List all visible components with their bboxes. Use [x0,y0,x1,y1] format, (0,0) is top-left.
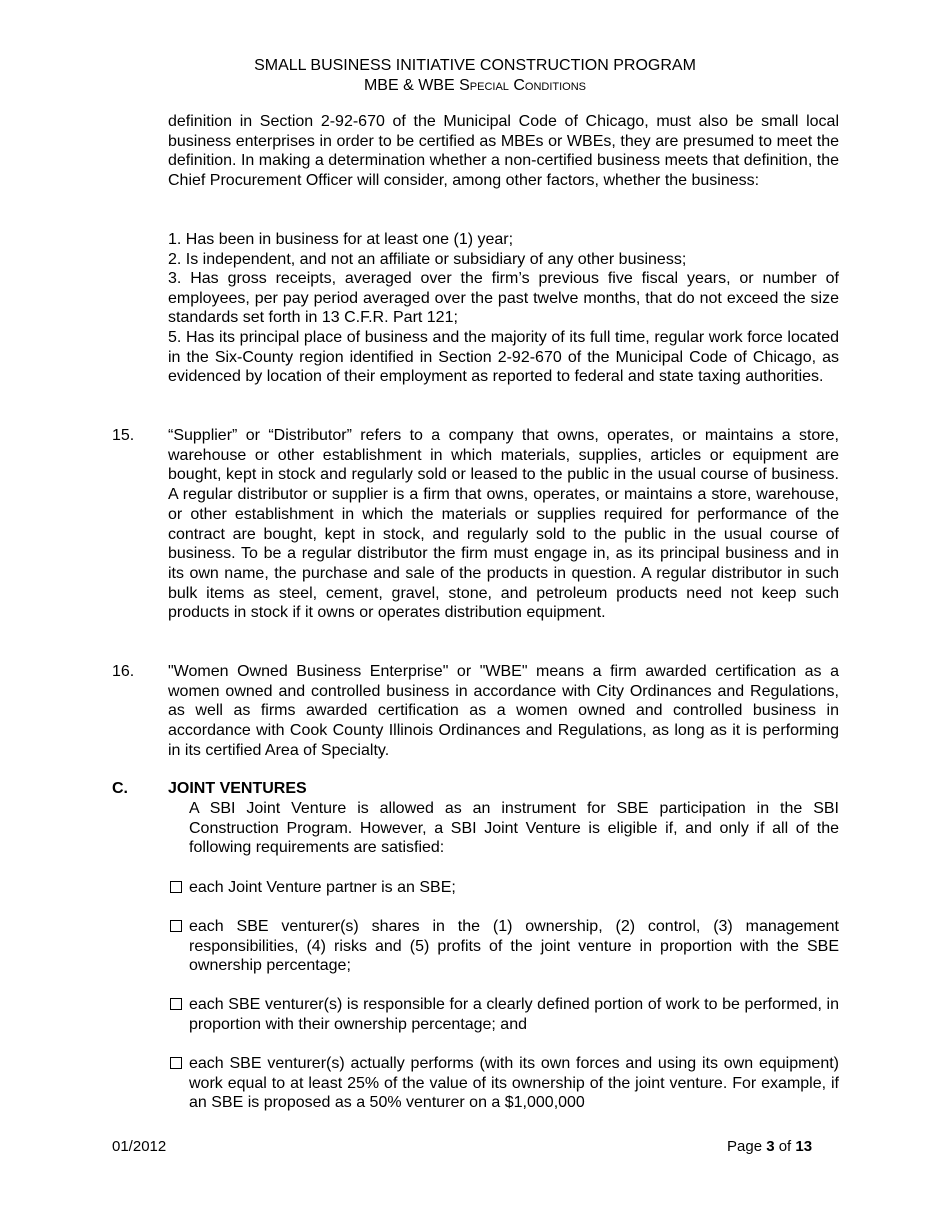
definition-text: “Supplier” or “Distributor” refers to a company that owns, operates, or maintains a store, warehouse or other establishment in which materials, supplies, articles or equipment are bought, kept in stock and regularly sold or leased to the public in the usual course of business. A regular distributor or supplier is a firm that owns, operates, or maintains a store, warehouse, or other establishment in which the materials or supplies required for performance of the contract are bought, kept in stock, and regularly sold to the public in the usual course of business. To be a regular distributor the firm must engage in, as its principal business and in its own name, the purchase and sale of the products in question. A regular distributor in such bulk items as steel, cement, gravel, stone, and petroleum products need not keep such products in stock if it owns or operates distribution equipment. [168,427,839,622]
checkbox[interactable] [170,1057,182,1069]
criteria-item: 2. Is independent, and not an affiliate or subsidiary of any other business; [168,251,687,268]
page-header [0,56,950,96]
checklist-item-text: each SBE venturer(s) shares in the (1) ownership, (2) control, (3) management responsibilities, (4) risks and (5) profits of the joint venture in proportion with the SBE ownership percentage; [189,918,839,975]
checklist-item-text: each SBE venturer(s) actually performs (with its own forces and using its own equipment) work equal to at least 25% of the value of its ownership of the joint venture. For example, if an SBE is proposed as a 50% venturer on a $1,000,000 [189,1055,839,1112]
page-prefix: Page [727,1138,767,1155]
section-letter: C. [112,780,128,797]
criteria-item: 5. Has its principal place of business and the majority of its full time, regular work force located in the Six-County region identified in Section 2-92-670 of the Municipal Code of Chicago, as evidenced by location of their employment as reported to federal and state taxing authorities. [168,329,839,386]
definition-number: 15. [112,427,135,444]
checklist-item-text: each Joint Venture partner is an SBE; [189,879,456,896]
checklist-item [170,917,839,976]
criteria-item: 3. Has gross receipts, averaged over the firm’s previous five fiscal years, or number of employees, per pay period averaged over the past twelve months, that do not exceed the size standards set forth in 13 C.F.R. Part 121; [168,270,839,327]
checklist-item [170,1054,839,1113]
header-subtitle: MBE & WBE Special Conditions [363,77,587,94]
section-title: JOINT VENTURES [168,780,307,797]
definition-text: "Women Owned Business Enterprise" or "WBE" means a firm awarded certification as a women owned and controlled business in accordance with City Ordinances and Regulations, as well as firms awarded certification as a women owned and controlled business in accordance with Cook County Illinois Ordinances and Regulations, as long as it is performing in its certified Area of Specialty. [168,663,839,759]
checkbox[interactable] [170,881,182,893]
checklist-item [170,995,839,1034]
checklist-item-text: each SBE venturer(s) is responsible for a clearly defined portion of work to be performed, in proportion with their ownership percentage; and [189,996,839,1033]
page-total: 13 [795,1138,813,1155]
page-number [727,1138,812,1155]
page-current: 3 [766,1138,775,1155]
checkbox[interactable] [170,920,182,932]
footer-date: 01/2012 [112,1138,167,1155]
definition-number: 16. [112,663,135,680]
intro-paragraph: definition in Section 2-92-670 of the Municipal Code of Chicago, must also be small local business enterprises in order to be certified as MBEs or WBEs, they are presumed to meet the definition. In making a determination whether a non-certified business meets that definition, the Chief Procurement Officer will consider, among other factors, whether the business: [168,113,839,190]
checkbox[interactable] [170,998,182,1010]
section-intro: A SBI Joint Venture is allowed as an instrument for SBE participation in the SBI Construction Program. However, a SBI Joint Venture is eligible if, and only if all of the following requirements are satisfied: [189,800,839,857]
header-title: SMALL BUSINESS INITIATIVE CONSTRUCTION PROGRAM [254,57,696,74]
page-of: of [774,1138,796,1155]
checklist-item [170,878,839,898]
criteria-item: 1. Has been in business for at least one (1) year; [168,231,514,248]
